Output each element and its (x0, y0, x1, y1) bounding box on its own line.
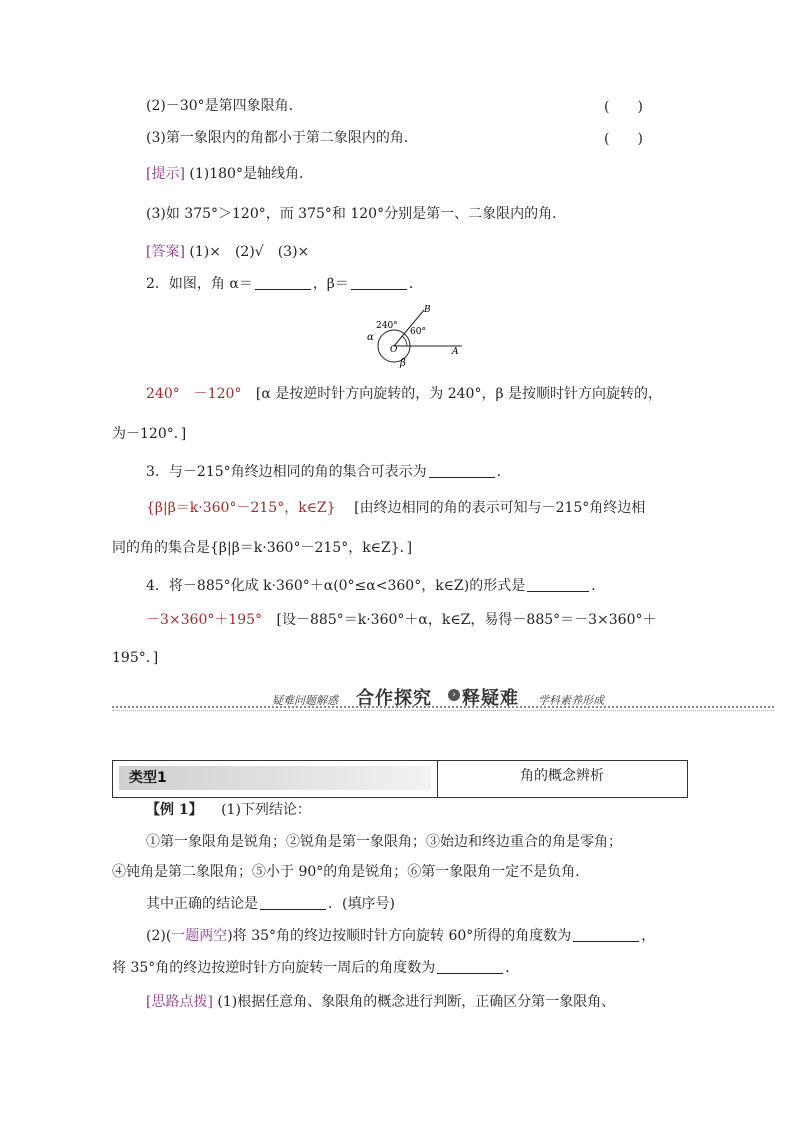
angle-figure (362, 300, 466, 372)
label-60: 60° (410, 327, 426, 337)
label-beta: β (400, 358, 406, 369)
q1-item-3: (3)第一象限内的角都小于第二象限内的角． (146, 130, 418, 146)
q4-explanation-2: 195°．] (112, 650, 159, 666)
idea-label: [思路点拨] (146, 994, 213, 1010)
example-part1: (1)下列结论： (221, 802, 311, 818)
label-B: B (424, 305, 431, 315)
q2-answer-line (146, 384, 662, 404)
q1-item-2-answer-paren: ( ) (604, 99, 643, 115)
q4-stem-b: ． (591, 578, 606, 594)
q1-item-2: (2)－30°是第四象限角． (146, 98, 303, 114)
q3-answer: {β|β＝k·360°－215°，k∈Z} (146, 500, 336, 516)
q4-answer: －3×360°＋195° (146, 612, 263, 628)
label-alpha: α (367, 332, 374, 343)
example-statements-1: ①第一象限角是锐角；②锐角是第一象限角；③始边和终边重合的角是零角； (146, 834, 622, 850)
q2-stem-a: 2．如图，角 α＝ (146, 276, 253, 292)
q4-stem (146, 576, 605, 596)
q4-answer-line (146, 610, 657, 630)
example-part2-line (146, 926, 655, 946)
hint-text-2: (3)如 375°＞120°，而 375°和 120°分别是第一、二象限内的角． (146, 206, 567, 222)
idea-text: (1)根据任意角、象限角的概念进行判断，正确区分第一象限角、 (217, 994, 616, 1010)
example-part2-line-2 (112, 958, 519, 978)
divider-rule-top (112, 706, 774, 708)
example-idea-line (146, 992, 615, 1012)
type-box-left-cell (113, 761, 438, 797)
answer-text: (1)× (2)√ (3)× (189, 244, 310, 260)
q4-explanation-1: [设－885°＝k·360°＋α，k∈Z，易得－885°＝－3×360°＋ (276, 612, 657, 628)
divider-rule-bottom (112, 710, 774, 711)
divider-right-caption: 学科素养形成 (538, 694, 604, 707)
q3-stem (146, 462, 511, 482)
q3-blank (429, 463, 495, 478)
answer-label: [答案] (146, 244, 185, 260)
q2-blank-beta (351, 275, 407, 290)
label-A: A (452, 347, 459, 357)
example-part2-tag: 一题两空 (171, 928, 228, 944)
hint-text: (1)180°是轴线角． (189, 166, 313, 182)
type-title: 角的概念辨析 (520, 768, 604, 784)
example-correct-a: 其中正确的结论是 (146, 896, 258, 912)
q2-blank-alpha (255, 275, 311, 290)
hint-label: [提示] (146, 166, 185, 182)
divider-title-left: 合作探究 (356, 688, 432, 709)
example-part2-a: )将 35°角的终边按顺时针方向旋转 60°所得的角度数为 (227, 928, 572, 944)
q3-stem-a: 3．与－215°角终边相同的角的集合可表示为 (146, 464, 427, 480)
q1-hint-line (146, 164, 313, 184)
example-correct-b: ．(填序号) (328, 896, 395, 912)
label-240: 240° (376, 321, 398, 331)
example-part2-line2-a: 将 35°角的终边按逆时针方向旋转一周后的角度数为 (112, 960, 436, 976)
q2-stem-b: ，β＝ (312, 276, 349, 292)
example-blank-2 (573, 927, 639, 942)
q3-explanation-2: 同的角的集合是{β|β＝k·360°－215°，k∈Z}．] (112, 540, 413, 556)
arc-60 (402, 336, 407, 346)
divider-arrow-icon: › (448, 689, 460, 701)
q2-explanation-2: 为－120°．] (112, 426, 187, 442)
example-label: 【例 1】 (146, 802, 203, 818)
q4-blank (527, 577, 589, 592)
q1-answer-line (146, 242, 309, 262)
q3-explanation-1: [由终边相同的角的表示可知与－215°角终边相 (354, 500, 646, 516)
example-part2-b: ， (641, 928, 656, 944)
q2-stem-c: ． (408, 276, 423, 292)
q2-explanation-1: [α 是按逆时针方向旋转的，为 240°，β 是按顺时针方向旋转的， (255, 386, 662, 402)
q3-answer-line (146, 498, 645, 518)
example-1-header (146, 800, 311, 820)
example-correct-line (146, 894, 395, 914)
example-part2-line2-b: ． (505, 960, 520, 976)
q2-stem (146, 274, 423, 294)
example-statements-2: ④钝角是第二象限角；⑤小于 90°的角是锐角；⑥第一象限角一定不是负角． (112, 864, 590, 880)
type-box (112, 760, 688, 798)
section-divider (112, 686, 774, 712)
label-O: O (390, 345, 398, 355)
example-blank-3 (437, 959, 503, 974)
type-tag: 类型1 (119, 766, 431, 790)
q3-stem-b: ． (496, 464, 511, 480)
example-blank-1 (260, 895, 326, 910)
q4-stem-a: 4．将－885°化成 k·360°＋α(0°≤α<360°，k∈Z)的形式是 (146, 578, 526, 594)
divider-title-right: 释疑难 (462, 688, 519, 709)
divider-left-caption: 疑难问题解惑 (272, 694, 338, 707)
q1-item-3-answer-paren: ( ) (604, 131, 643, 147)
example-part2-prefix: (2)( (146, 928, 172, 944)
q2-answer: 240° －120° (146, 386, 242, 402)
